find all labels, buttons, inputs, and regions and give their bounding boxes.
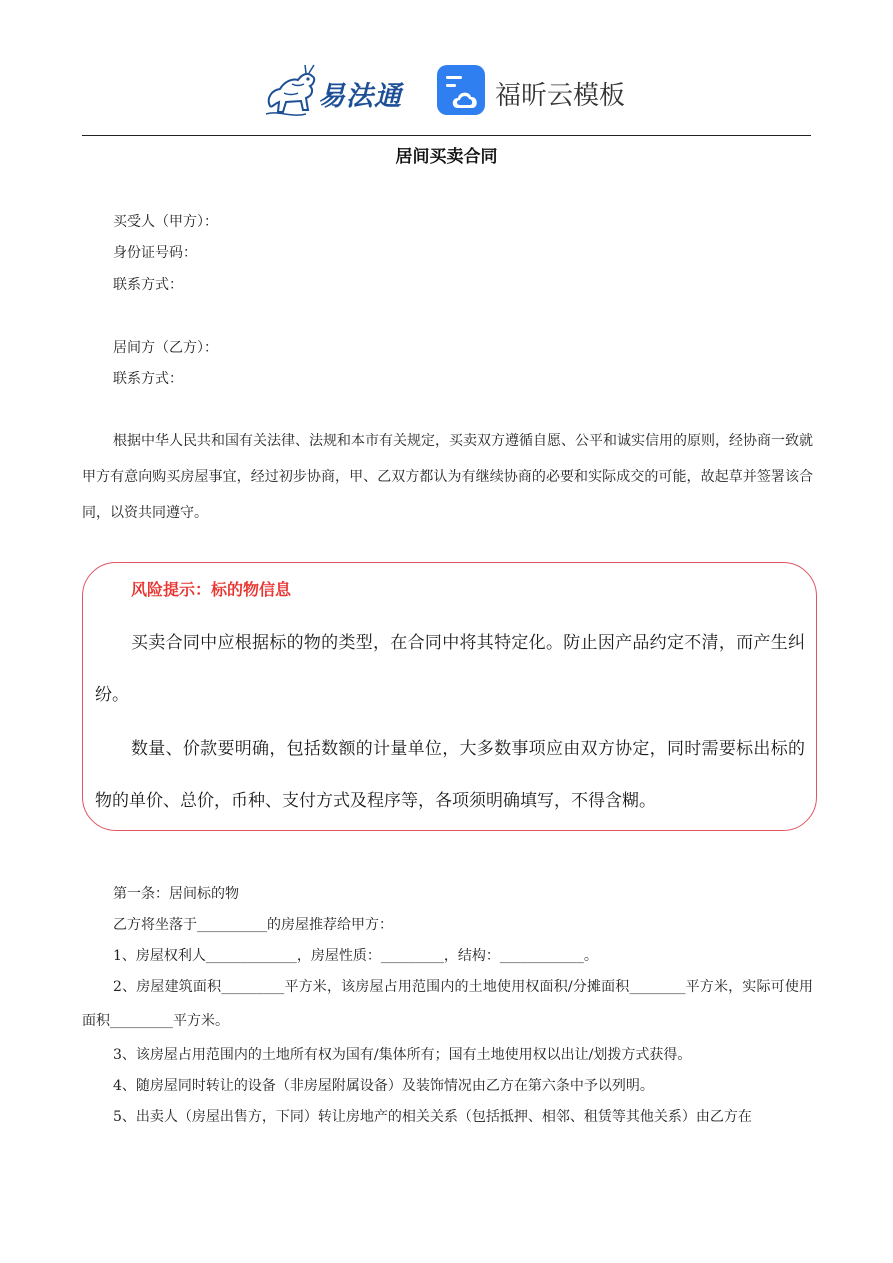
fuxin-template-logo-text: 福昕云模板 (495, 81, 626, 111)
page-title: 居间买卖合同 (395, 147, 498, 167)
article-1-intro: 乙方将坐落于__________的房屋推荐给甲方： (113, 917, 393, 933)
article-1-item-5: 5、出卖人（房屋出售方，下同）转让房地产的相关关系（包括抵押、相邻、租赁等其他关系）由乙方在 (113, 1109, 752, 1125)
fuxin-template-logo (436, 64, 636, 118)
broker-name-label: 居间方（乙方）： (113, 340, 218, 356)
risk-notice-box (82, 562, 817, 831)
buyer-contact-label: 联系方式： (113, 277, 183, 293)
article-1-item-3: 3、该房屋占用范围内的土地所有权为国有/集体所有；国有土地使用权以出让/划拨方式获得。 (113, 1047, 692, 1063)
article-1-item-4: 4、随房屋同时转让的设备（非房屋附属设备）及装饰情况由乙方在第六条中予以列明。 (113, 1078, 654, 1094)
risk-notice-paragraph-2: 数量、价款要明确，包括数额的计量单位，大多数事项应由双方协定，同时需要标出标的物的单价、总价，币种、支付方式及程序等，各项须明确填写，不得含糊。 (95, 739, 805, 811)
preamble-paragraph: 根据中华人民共和国有关法律、法规和本市有关规定，买卖双方遵循自愿、公平和诚实信用的原则，经协商一致就甲方有意向购买房屋事宜，经过初步协商，甲、乙双方都认为有继续协商的必要和实际成交的可能，故起草并签署该合同，以资共同遵守。 (82, 433, 813, 521)
buyer-id-label: 身份证号码： (113, 245, 197, 261)
broker-contact-label: 联系方式： (113, 371, 183, 387)
yifatong-logo (262, 62, 414, 120)
risk-notice-title: 风险提示：标的物信息 (131, 580, 292, 599)
buyer-name-label: 买受人（甲方）： (113, 214, 218, 230)
risk-notice-paragraph-1: 买卖合同中应根据标的物的类型，在合同中将其特定化。防止因产品约定不清，而产生纠纷。 (95, 633, 805, 705)
article-1-item-1: 1、房屋权利人_____________，房屋性质：_________，结构：____________。 (113, 948, 598, 964)
page-header (0, 58, 893, 124)
header-divider (82, 135, 811, 136)
article-1-item-2: 2、房屋建筑面积_________平方米，该房屋占用范围内的土地使用权面积/分摊面积________平方米，实际可使用面积_________平方米。 (82, 979, 813, 1029)
cloud-document-icon (436, 64, 486, 116)
article-1-heading: 第一条：居间标的物 (113, 886, 239, 902)
qilin-icon (262, 62, 322, 120)
yifatong-logo-text: 易法通 (318, 81, 402, 112)
